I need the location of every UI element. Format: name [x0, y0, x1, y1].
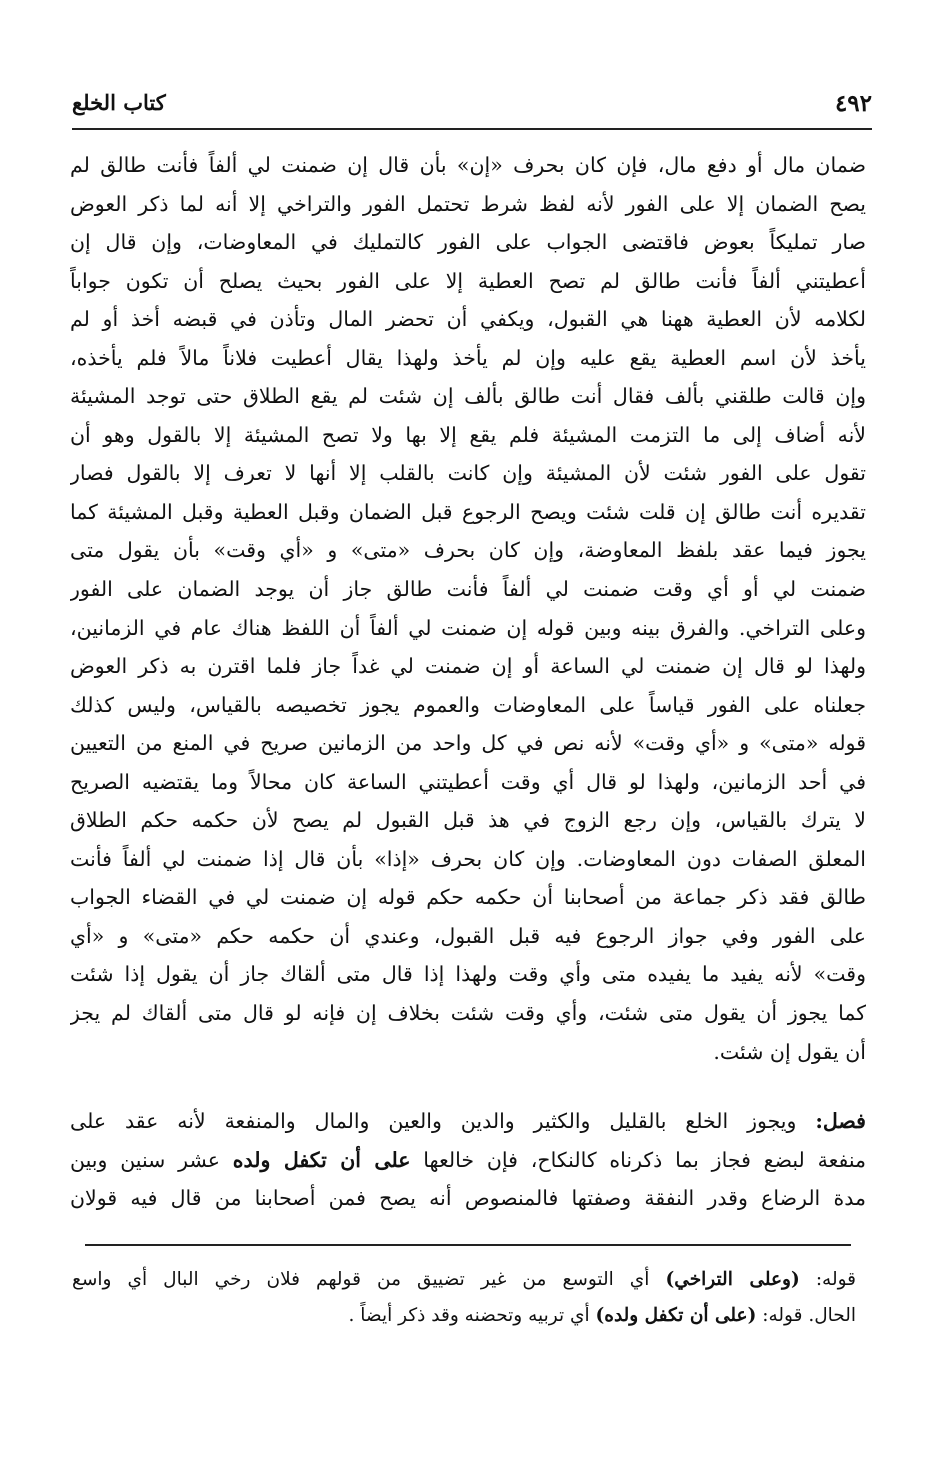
- text-line: على الفور وفي جواز الرجوع فيه قبل القبول، وعندي أن حكمه حكم «متى» و «أي: [70, 923, 866, 948]
- text-line: لكلامه لأن العطية ههنا هي القبول، ويكفي أن تحضر المال وتأذن في قبضه أخذ أو لم: [70, 307, 866, 332]
- footnote-divider: [85, 1244, 851, 1246]
- text-line: وقت» لأنه يفيد ما يفيده متى وأي وقت ولهذا إذا قال متى ألقاك جاز أن يقول إذا شئت: [70, 962, 866, 987]
- footnotes: [72, 1262, 856, 1334]
- section-line: [70, 1102, 866, 1141]
- text-line: كما يجوز أن يقول متى شئت، وأي وقت شئت بخلاف إن فإنه لو قال متى ألقاك لم يجز: [70, 1001, 866, 1026]
- text-line: تقديره أنت طالق إن قلت شئت ويصح الرجوع قبل الضمان وقبل العطية وقبل المشيئة كما: [70, 499, 866, 524]
- text-line: جعلناه على الفور قياساً على المعاوضات والعموم يجوز تخصيصه بالقياس، وليس كذلك: [70, 692, 866, 717]
- text-line: لأنه أضاف إلى ما التزمت المشيئة فلم يقع إلا بها ولا تصح المشيئة إلا بالقول وهو أن: [70, 422, 866, 447]
- text-line: ولهذا لو قال إن ضمنت لي الساعة أو إن ضمنت لي غداً جاز فلما اقترن به ذكر العوض: [70, 654, 866, 679]
- text-line: أعطيتني ألفاً فأنت طالق لم تصح العطية إلا على الفور بحيث يصلح أن تكون جواباً: [70, 268, 866, 293]
- running-title: كتاب الخلع: [72, 90, 166, 115]
- section-line: مدة الرضاع وقدر النفقة وصفتها فالمنصوص أنه يصح فمن أصحابنا من قال فيه قولان: [70, 1186, 866, 1211]
- page-header: [72, 86, 872, 132]
- section-text: عشر سنين وبين: [70, 1147, 220, 1172]
- section-bold-term: على أن تكفل ولده: [232, 1147, 411, 1172]
- text-line: وإن قالت طلقني بألف فقال أنت طالق بألف إن شئت لم يقع الطلاق حتى توجد المشيئة: [70, 384, 866, 409]
- text-line: يجوز فيما عقد بلفظ المعاوضة، وإن كان بحرف «متى» و «أي وقت» بأن يقول متى: [70, 538, 866, 563]
- text-line: يصح الضمان إلا على الفور لأنه لفظ شرط تحتمل الفور والتراخي إلا أنه لما ذكر العوض: [70, 191, 866, 216]
- text-line: قوله «متى» و «أي وقت» لأنه نص في كل واحد من الزمانين صريح في المنع من التعيين: [70, 731, 866, 756]
- footnote-term: (على أن تكفل ولده): [595, 1305, 757, 1326]
- section-fasl: [70, 1102, 866, 1218]
- text-line: لا يترك بالقياس، وإن رجع الزوج في هذ قبل القبول لم يصح لأن حكمه حكم الطلاق: [70, 808, 866, 833]
- section-label: فصل:: [815, 1109, 866, 1133]
- text-line: تقول على الفور شئت لأن المشيئة وإن كانت بالقلب إلا أنها لا تعرف إلا بالقول فصار: [70, 461, 866, 486]
- text-line: أن يقول إن شئت.: [713, 1039, 866, 1064]
- text-line: المعلق الصفات دون المعاوضات. وإن كان بحرف «إذا» بأن قال إذا ضمنت لي ألفاً فأنت: [70, 846, 866, 871]
- footnote-line: [72, 1298, 856, 1334]
- footnote-prefix: الحال. قوله:: [762, 1305, 856, 1326]
- footnote-line: [72, 1262, 856, 1298]
- footnote-text: أي التوسع من غير تضييق من قولهم فلان رخي البال أي واسع: [72, 1269, 650, 1290]
- footnote-text: أي تربيه وتحضنه وقد ذكر أيضاً .: [348, 1305, 590, 1326]
- text-line: ضمان مال أو دفع مال، فإن كان بحرف «إن» بأن قال إن ضمنت لي ألفاً فأنت طالق لم: [70, 153, 866, 177]
- page-number: ٤٩٢: [834, 90, 872, 117]
- section-text: ويجوز الخلع بالقليل والكثير والدين والعين والمال والمنفعة لأنه عقد على: [70, 1109, 797, 1133]
- section-line: [70, 1141, 866, 1180]
- text-line: ضمنت لي أو أي وقت ضمنت لي ألفاً فأنت طالق جاز أن يوجد الضمان على الفور: [70, 577, 866, 602]
- text-line: صار تمليكاً بعوض فاقتضى الجواب على الفور كالتمليك في المعاوضات، وإن قال إن: [70, 230, 866, 255]
- text-line: وعلى التراخي. والفرق بينه وبين قوله إن ضمنت لي ألفاً أن اللفظ هناك عام في الزمانين،: [70, 615, 866, 640]
- text-line: يأخذ لأن اسم العطية يقع عليه وإن لم يأخذ ولهذا يقال أعطيت فلاناً مالاً فلم يأخذه،: [70, 345, 866, 370]
- section-text: منفعة لبضع فجاز بما ذكرناه كالنكاح، فإن خالعها: [423, 1147, 866, 1172]
- main-text: [70, 146, 866, 1071]
- text-line: في أحد الزمانين، ولهذا لو قال أي وقت أعطيتني الساعة كان محالاً وما يقتضيه الصريح: [70, 769, 866, 794]
- footnote-term: (وعلى التراخي): [665, 1269, 800, 1290]
- footnote-prefix: قوله:: [815, 1269, 856, 1290]
- header-divider: [72, 128, 872, 130]
- text-line: طالق فقد ذكر جماعة من أصحابنا أن حكمه حكم قوله إن ضمنت لي في القضاء الجواب: [70, 885, 866, 910]
